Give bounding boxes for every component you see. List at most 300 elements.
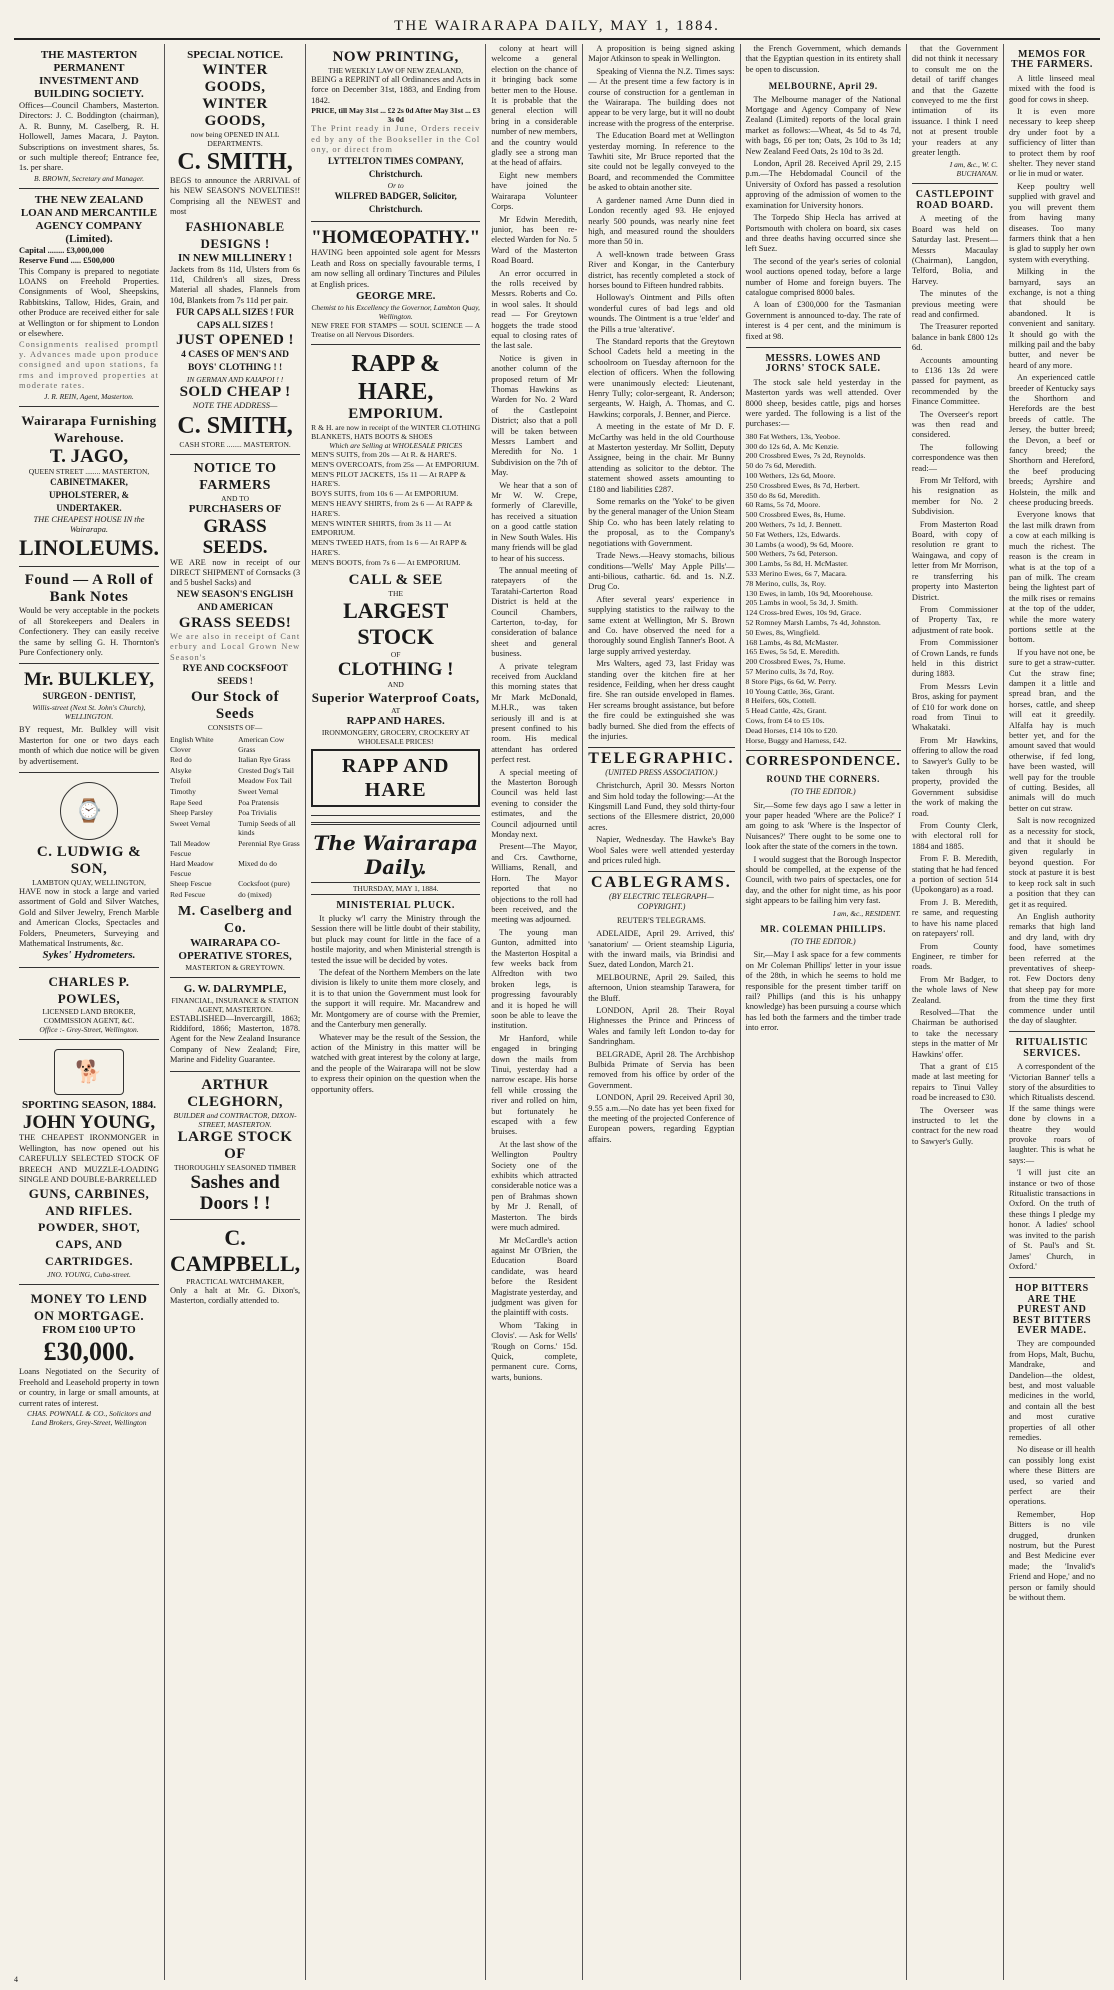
ad-headline: LINOLEUMS. [19,535,159,561]
seed-list [170,735,300,900]
cablegrams-subheading: (BY ELECTRIC TELEGRAPH—COPYRIGHT.) [608,891,714,912]
report-paragraph: Resolved—That the Chairman be authorised to take the necessary steps in the matter of Mr Hawkins' offer. [911,1007,998,1059]
ad-title: C. CAMPBELL, [169,1224,301,1276]
seed-item: Mixed do do [238,859,277,869]
ad-body: This Company is prepared to negotiate LOANS on Freehold Properties. Consignments of Wool, Sheepskins, Rabbitskins, Tallow, Hides, Grain, and other Produce are received either for sale at Wellington or for shipment to London or elsewhere. [19,266,159,339]
seed-item: Cocksfoot (pure) [238,879,290,889]
ad-subtitle: FROM £100 UP TO [42,1324,136,1337]
ad-powder: POWDER, SHOT, CAPS, AND CARTRIDGES. [38,1220,140,1269]
article-paragraph: 'I will just cite an instance or two of those Ritualistic transactions in Oxford. On the truth of these things I pledge my honor. A ladies' school was invited to the parish of St. Paul's and St. James' Church, in Oxford.' [1008,1168,1096,1271]
cablegram-item: ADELAIDE, April 29. Arrived, this' 'sanatorium' — Orient steamship Liguria, with the inward mails, via Brindisi and Suez, dated London, March 21. [588,929,735,970]
ad-subtitle: FINANCIAL, INSURANCE & STATION AGENT, MASTERTON. [171,995,299,1014]
news-paragraph: the French Government, which demands that the Egyptian question in its entirety shall be open to discussion. [745,44,901,74]
ad-rye: RYE AND COCKSFOOT SEEDS ! [182,664,288,688]
ad-guns: GUNS, CARBINES, AND RIFLES. [28,1186,150,1219]
ad-dentist [19,664,159,773]
news-paragraph: Whom 'Taking in Clovis'. — Ask for Wells' 'Rough on Corns.' 15d. Quick, complete, permanent cure. Corns, warts, bunions. [491,1320,578,1382]
stock-sale-item: 60 Rams, 5s 7d, Moore. [745,500,821,510]
news-items [588,44,734,742]
ad-money-to-lend [19,1285,159,1432]
letter-signature: I am, &c., RESIDENT. [832,908,901,918]
editorial-header [311,831,480,895]
ad-stamps: NEW FREE FOR STAMPS — SOUL SCIENCE — A Treatise on all Nervous Disorders. [311,321,481,340]
column-4 [486,44,583,1980]
telegram-item: Napier, Wednesday. The Hawke's Bay Wool Sales were well attended yesterday and prices ruled high. [588,835,735,866]
ad-financial-agent [170,978,300,1072]
stock-sale-item: 300 Lambs, 5s 8d, H. McMaster. [745,559,848,569]
seed-item: Timothy [169,787,196,797]
news-paragraph: The Education Board met at Wellington yesterday morning. In reference to the Tawhiti site, Mr Bruce reported that the site could not be legally conveyed to the Board, and recommended the Committee be asked to obtain another site. [588,131,735,193]
column-3 [306,44,486,1980]
ad-subtitle: LAMBTON QUAY, WELLINGTON, [32,878,146,887]
stock-sale-item: 380 Fat Wethers, 13s, Yeoboe. [745,431,841,441]
ad-sold-cheap: SOLD CHEAP ! [179,384,291,401]
price-item: MEN'S HEAVY SHIRTS, from 2s 6 — At RAPP & HARE'S. [311,499,473,518]
stock-sale-item: 100 Wethers, 12s 6d, Moore. [745,471,836,480]
letter-paragraph: Sir,—May I ask space for a few comments on Mr Coleman Phillips' letter in your issue of the 28th, in which he seems to hold me responsible for the present timber tariff on rail? Phillips (and this is his unhappy knowledge) has been pursuing a course which has led both the farmers and the timber trade into error. [745,950,901,1033]
news-paragraph: The Standard reports that the Greytown School Cadets held a meeting in the schoolroom on Tuesday afternoon for the election of officers. When the following were unanimously elected: Lieutenant, Henry Tully; color-sergeant, R. Anderson; sergeants, W. Haigh, A. Thomas, and C. Hawkins; corporals, J. Benner, and Pierce. [588,336,735,419]
news-paragraph: The Torpedo Ship Hecla has arrived at Portsmouth with cholera on board, six cases and three deaths having occurred since she left Suez. [745,213,901,254]
cablegrams-heading: CABLEGRAMS. [591,874,732,892]
stock-sale-item: 30 Lambs (a wood), 9s 6d, Moore. [745,539,854,549]
article-paragraph: Whatever may be the result of the Session, the action of the Ministry in this matter will be watched with great interest by the colony at large, and the people of the Wairarapa will not be slow to express their opinion on the question when the opportunity offers. [311,1032,481,1094]
gun-dog-illustration-icon: 🐕 [54,1049,124,1095]
ad-title: WINTER GOODS, WINTER GOODS, [202,62,268,129]
news-paragraph: Mrs Walters, aged 73, last Friday was standing over the kitchen fire at her residence, Feilding, when her dress caught fire. She ran outside enveloped in flames. Her screams brought assistance, but before the fire could be extinguished she was badly burned. She died from the effects of the injuries. [588,659,735,741]
cablegram-items [588,929,734,1145]
ad-subtitle: SURGEON - DENTIST, [42,691,136,702]
editorial-article [311,914,480,1095]
ritualistic-article [1009,1062,1095,1272]
ad-body: THE CHEAPEST IRONMONGER in Wellington, has now opened out his CAREFULLY SELECTED STOCK OF BREECH AND MUZZLE-LOADING SINGLE AND DOUBLE-BARRELLED [19,1133,159,1185]
price-item: BOYS SUITS, from 10s 6 — At EMPORIUM. [311,489,459,499]
news-paragraph: The young man Gunton, admitted into the Masterton Hospital a few weeks back from Alfredton with two broken legs, is progressing favourably and it is hoped he will soon be able to leave the institution. [491,927,578,1031]
ad-body: BY request, Mr. Bulkley will visit Masterton for one or two days each month of which due notice will be given by advertisement. [19,725,159,766]
ad-rapp-hare [311,345,480,816]
masthead [14,10,1100,40]
report-paragraph: From J. B. Meredith, re same, and requesting to have his name placed on ratepayers' roll. [911,897,998,939]
seed-item: American Cow Grass [238,735,285,754]
stock-sale-item: 200 Crossbred Ewes, 7s, Hume. [745,657,846,667]
road-board-report [912,214,998,1147]
telegraphic-subheading: (UNITED PRESS ASSOCIATION.) [605,767,718,777]
memo-paragraph: Keep poultry well supplied with gravel and you will prevent them from having many diseases. Too many farmers think that a hen is glad to supply her own system with everything. [1008,181,1096,264]
ad-body: HAVING been appointed sole agent for Messrs Leath and Ross on specially favourable terms, I am now selling all ordinary Tinctures and Pilules at English prices. [311,248,481,289]
news-paragraph: A loan of £300,000 for the Tasmanian Government is announced to-day. The rate of interest is 4 per cent, and the minimum is fixed at 98. [745,300,901,341]
ad-tweeds: IN GERMAN AND KAIAPOI ! ! [186,375,284,385]
news-paragraph: A well-known trade between Grass River and Kongar, in the Canterbury district, has recently completed a stock of horses bound to Fifteen hundred rabbits. [588,249,735,290]
cable-items [746,95,901,342]
seed-item: Sweet Vernal [238,787,279,797]
correspondence-heading: CORRESPONDENCE. [745,754,901,770]
ad-name: C. SMITH, [177,412,293,439]
ad-name: C. SMITH, [177,149,293,175]
stock-sale-item: 52 Romney Marsh Lambs, 7s 4d, Johnston. [745,617,881,627]
ad-new-season: NEW SEASON'S ENGLISH AND AMERICAN [176,589,294,613]
stock-sale-item: 50 do 7s 6d, Meredith. [745,461,817,471]
article-paragraph: It plucky w'l carry the Ministry through the Session there will be little doubt of their stability, but pluck may count for little in the face of a hostile majority, and when Ministerial strength is tested the issue will be decided by votes. [311,914,481,965]
ad-body: Only a halt at Mr. G. Dixon's, Masterton, cordially attended to. [169,1285,301,1306]
seed-item: Sweet Vernal [169,818,211,828]
news-paragraph: Mr Edwin Meredith, junior, has been re-elected Warden for No. 5 Ward of the Masterton Road Board. [491,214,578,266]
ad-coop: WAIRARAPA CO-OPERATIVE STORES, [178,936,292,962]
news-paragraph: Notice is given in another column of the proposed return of Mr Thomas Hawkins as Warden for No. 2 Ward of the Castlepoint District; also that a poll will be taken between Messrs Lambert and Meredith for No. 1 Subdivision on the 7th of May. [491,353,578,478]
ad-body: HAVE now in stock a large and varied assortment of Gold and Silver Watches, Gold and Silver Jewelry, French Marble and American Clocks, Spectacles and Folders, Pneumeters, Surveying and Mathematical Instruments, &c. [19,887,159,949]
stock-sale-item: 500 Wethers, 7s 6d, Peterson. [745,549,838,559]
ad-subtitle: LICENSED LAND BROKER, COMMISSION AGENT, &C. [42,1007,136,1026]
stock-sale-item: 168 Lambs, 4s 8d, McMaster. [745,637,839,647]
ad-trades: CABINETMAKER, UPHOLSTERER, & UNDERTAKER. [48,476,129,513]
seed-item: Red do [169,755,192,765]
ad-address: Willis-street (Next St. John's Church), WELLINGTON. [32,703,146,722]
report-paragraph: A meeting of the Board was held on Saturday last. Present—Messrs Macaulay (Chairman), Langdon, Telford, Bolia, and Harvey. [911,214,998,286]
ad-body: BEING a REPRINT of all Ordinances and Acts in force on December 31st, 1883, and Ending from 1842. [311,75,481,105]
report-paragraph: From Mr Hawkins, offering to allow the road to Sawyer's Gully to be taken through his property, provided the Government subsidise the work of making the road. [911,735,998,818]
stock-sale-item: Horse, Buggy and Harness, £42. [745,735,847,745]
ad-sporting [19,1040,159,1285]
stock-sale-list [746,432,901,746]
ad-homoeopathy [311,222,480,345]
ad-building-society [19,44,159,189]
news-paragraph: An error occurred in the rolls received by Messrs. Roberts and Co. in wool sales. It should read — For Greytown hoggets the trade stood equal to closing rates of the last sale. [491,268,578,351]
ad-subtitle: EMPORIUM. [348,406,444,423]
seed-item: Crested Dog's Tail [238,765,295,775]
ad-connector: THE [388,588,403,598]
stock-sale-item: 500 Crossbred Ewes, 8s, Hume. [745,510,846,520]
seed-item: Perennial Rye Grass [238,839,300,849]
ad-signature: CHAS. POWNALL & CO., Solicitors and Land Brokers, Grey-Street, Wellington [26,1409,152,1428]
news-paragraph: Eight new members have joined the Wairarapa Volunteer Corps. [491,170,578,212]
report-paragraph: From Commissioner of Crown Lands, re funds held in this district during 1883. [911,638,998,679]
news-paragraph: colony at heart will welcome a general election on the chance of it bringing back some better men to the House. It is probable that the general election will bring in a considerable number of new members, and the country would gladly see a strong man at the head of affairs. [491,44,578,168]
stock-sale-item: 200 Crossbred Ewes, 7s 2d, Reynolds. [745,451,866,461]
ad-publisher: LYTTELTON TIMES COMPANY, Christchurch. [328,156,464,180]
ad-grass-seeds-heading: GRASS SEEDS! [178,614,292,631]
cablegram-item: LONDON, April 29. Received April 30, 9.55 a.m.—No date has yet been fixed for the meeting of the projected Conference of European powers, regarding Egyptian affairs. [588,1093,735,1144]
farmers-memos-heading: MEMOS FOR THE FARMERS. [1010,49,1093,71]
ad-headline: GRASS SEEDS. [202,515,268,558]
letter-body [746,801,901,907]
stock-sale-item: 78 Merino, culls, 3s, Roy. [745,578,827,588]
ad-connector: AND TO [221,493,249,503]
ad-subtitle: now being OPENED IN ALL DEPARTMENTS. [190,130,280,148]
seed-item: Poa Pratensis [238,797,279,807]
news-paragraph: Trade News.—Heavy stomachs, bilious conditions—'Wells' May Apple Pills'—anti-bilious, cathartic. 6d. and 1s. N.Z. Drug Co. [588,551,735,592]
report-paragraph: The Overseer was instructed to let the contract for the new road to Sawyer's Gully. [911,1105,998,1146]
ad-title: NOW PRINTING, [332,49,459,65]
memo-paragraph: Salt is now recognized as a necessity for stock, and that it should be given regularly in beyond question. For stock at pasture it is best to keep rock salt in such a position that they can get it as required. [1008,816,1096,909]
masthead-title: THE WAIRARAPA DAILY, MAY 1, 1884. [394,18,720,34]
report-paragraph: The Treasurer reported balance in bank £800 12s 6d. [911,322,998,353]
cable-continued [746,44,901,75]
news-paragraph: After several years' experience in supplying statistics to the railway to the same extent at Wellington, Mr S. Brown and Co. have observed the need for a thoroughly sound English Tanner's Boot. A large supply arrived yesterday. [588,594,735,656]
seed-item: Italian Rye Grass [238,755,291,765]
seed-item: Sheep Fescue [169,879,212,889]
clothing-price-list [311,450,480,568]
article-paragraph: No disease or ill health can possibly long exist where these Bitters are used, so varied and perfect are their operations. [1008,1445,1096,1507]
report-paragraph: From F. B. Meredith, stating that he had fenced a portion of section 514 (Upokongaro) as a road. [911,854,998,895]
rapp-hare-banner [311,749,480,807]
stock-sale-item: 5 Head Cattle, 42s, Grant. [745,706,827,716]
report-paragraph: From Commissioner of Property Tax, re adjustment of rate book. [911,604,998,635]
news-paragraph: Mr Hanford, while engaged in bringing down the mails from Tinui, yesterday had a narrow escape. His horse fell while crossing the river and rolled on him, but fortunately he escaped with a few bruises. [491,1033,578,1137]
report-paragraph: That a grant of £15 made at last meeting for repairs to Tinui Valley road be increased to £30. [911,1061,998,1103]
article-title: MINISTERIAL PLUCK. [336,899,455,911]
ad-timber: THOROUGHLY SEASONED TIMBER [173,1162,297,1172]
ad-title: MONEY TO LEND ON MORTGAGE. [30,1291,148,1324]
seed-item: Meadow Fox Tail [238,776,292,786]
ad-title: THE MASTERTON PERMANENT INVESTMENT AND BUILDING SOCIETY. [34,49,144,100]
letter-to: (TO THE EDITOR.) [790,937,856,946]
ad-subtitle: PRACTICAL WATCHMAKER, [186,1276,285,1286]
stock-sale-item: 10 Young Cattle, 36s, Grant. [745,686,835,696]
news-paragraph: Some remarks on the 'Yoke' to be given by the general manager of the Union Steam Ship Co. who has been lately relating to the proposal, as to the Company's negotiations with Government. [588,497,735,548]
ad-watchmaker [170,1220,300,1312]
ad-signature: J. R. REIN, Agent, Masterton. [44,391,134,401]
stock-sale-item: 8 Store Pigs, 6s 6d, W. Perry. [745,676,837,686]
news-paragraph: A gardener named Arne Dunn died in London recently aged 93. He enjoyed nearly 500 pounds, was nearly nine feet high, and measured round the shoulders more than 50 in. [588,195,735,247]
report-paragraph: From Mr Telford, with his resignation as member for No. 2 Subdivision. [911,476,998,517]
ad-address: Office :- Grey-Street, Wellington. [39,1025,139,1035]
ad-body: WE ARE now in receipt of our DIRECT SHIPMENT of Cornsacks (3 and 5 bushel Sacks) and [169,557,301,588]
ad-title: THE NEW ZEALAND LOAN AND MERCANTILE AGENCY COMPANY (Limited). [20,193,158,245]
seed-item: Tall Meadow Fescue [169,839,211,858]
ad-consists: CONSISTS OF— [207,723,263,733]
report-paragraph: From Mr Badger, to the whole laws of New Zealand. [911,974,998,1005]
letter-paragraph: that the Government did not think it necessary to consult me on the detail of tariff changes and that the Gazette conveyed to me the first intimation of its issuance. I think I need not at present trouble your readers at any greater length. [911,44,998,158]
report-paragraph: The minutes of the previous meeting were read and confirmed. [911,289,998,319]
news-paragraph: Present—The Mayor, and Crs. Cawthorne, Williams, Renall, and Horn. The Mayor reported that no objections to the roll had been received, and the meeting was adjourned. [491,842,578,925]
watch-emblem-icon: ⌚ [60,782,118,840]
stock-sale-item: 533 Merino Ewes, 6s 7, Macara. [745,568,847,578]
seed-item: Red Fescue [169,890,206,899]
ad-title: JOHN YOUNG, [22,1112,156,1134]
ad-stock-heading: Our Stock of Seeds [190,689,280,723]
ad-amount: £30,000. [43,1337,135,1367]
ad-body: Loans Negotiated on the Security of Freehold and Leasehold property in town or country, in large or small amounts, at current rates of interest. [19,1367,159,1408]
letter-body [746,950,901,1033]
column-7 [907,44,1004,1980]
ad-designs: FASHIONABLE DESIGNS ! [185,218,285,251]
ad-loan-agency: THE NEW ZEALAND LOAN AND MERCANTILE AGENCY COMPANY (Limited). Capital ........ £3,000,000 Reserve Fund ..... £500,000 This Company is prepared to negotiate LOANS on Freehold Properties. Consignments of Wool, Sheepskins, Rabbitskins, Tallow, Hides, Grain, and other Produce are received either for sale at Wellington or for shipment to London or elsewhere. Consignments realised promptly. Advances made upon produce consigned and upon stations, farms and improved properties at moderate rates. J. R. REIN, Agent, Masterton. [19,189,159,407]
ad-largest: LARGEST STOCK [343,597,449,649]
ad-large-stock: LARGE STOCK OF [177,1128,293,1162]
news-paragraph: The annual meeting of ratepayers of the Taratahi-Carterton Road District is held at the Council Chambers, Carterton, to-day, for consideration of balance sheet and general business. [491,565,578,659]
ad-furnishing [19,407,159,568]
seed-item: Alsyke [169,765,192,775]
report-paragraph: The following correspondence was then read:— [911,442,998,473]
ad-subtitle: Chemist to his Excellency the Governor, Lambton Quay, Wellington. [311,303,480,322]
cablegram-item: LONDON, April 28. Their Royal Highnesses the Prince and Princess of Wales and family left London to-day for Sandringham. [588,1005,735,1047]
ad-price: PRICE, till May 31st ... £2 2s 0d After May 31st ... £3 3s 0d [311,106,481,125]
hop-bitters-heading: HOP BITTERS ARE THE PUREST AND BEST BITTERS EVER MADE. [1012,1283,1092,1336]
ad-body: Offices—Council Chambers, Masterton. Directors: J. C. Boddington (chairman), A. R. Bunny, M. Caselberg, R. H. Hollowell, James Macara, J. Payton. Subscriptions on investment shares, 5s. or such multiple thereof; Entrance fee, 1s. per share. [19,101,159,173]
letter-title: ROUND THE CORNERS. [766,773,880,784]
news-paragraph: Speaking of Vienna the N.Z. Times says:— At the present time a few factory is in course of construction for a gentleman in the Wairarapa. The building does not appear to be very large, but it will no doubt increase with the progress of the enterprise. [588,66,735,128]
ad-heading: SPECIAL NOTICE. [187,49,284,61]
hop-bitters-article [1009,1339,1095,1603]
article-paragraph: Remember, Hop Bitters is no vile drugged, drunken nostrum, but the Purest and Best Medicine ever made; the 'Invalid's Friend and Hope,' and no person or family should be without them. [1008,1509,1096,1603]
price-item: MEN'S BOOTS, from 7s 6 — At EMPORIUM. [311,557,461,567]
price-item: MEN'S WINTER SHIRTS, from 3s 11 — At EMPORIUM. [311,518,452,538]
ad-title: ARTHUR CLEGHORN, [187,1076,283,1110]
seed-item: English White Clover [169,735,214,754]
news-paragraph: A proposition is being signed asking Major Atkinson to speak in Wellington. [588,44,735,64]
ad-just-opened: JUST OPENED ! [176,332,295,349]
ad-reserve: Reserve Fund ..... £500,000 [19,256,115,266]
ad-subtitle: BUILDER and CONTRACTOR, DIXON-STREET, MASTERTON. [173,1110,297,1129]
stock-sale-item: Cows, from £4 to £5 10s. [745,715,825,725]
report-paragraph: From Messrs Levin Bros, asking for payment of £10 for work done on road from Tinui to Whakataki. [911,681,998,733]
column-5 [583,44,740,1980]
farmers-memos [1009,74,1095,1027]
ad-address: MASTERTON & GREYTOWN. [185,962,285,972]
price-item: MEN'S SUITS, from 20s — At R. & HARE'S. [311,450,457,460]
seed-item: Rape Seed [169,797,203,807]
ad-signature: JNO. YOUNG, Cuba-street. [47,1270,131,1280]
memo-paragraph: A little linseed meal mixed with the food is good for cows in sheep. [1008,73,1096,104]
local-news [491,44,577,1383]
stock-sale-item: 130 Ewes, in lamb, 10s 9d, Moorehouse. [745,588,873,598]
seed-item: Turnip Seeds of all kinds [238,818,296,838]
news-paragraph: The Melbourne manager of the National Mortgage and Agency Company of New Zealand (Limited) reports of the local grain market as follows:—Wheat, 4s 5d to 4s 7d, with bags, £6 per ton; Oats, 2s 10d to 3s 1d; New Zealand Feed Oats, 2s 10d to 3s 2d. [745,94,901,156]
memo-paragraph: Milking in the barnyard, says an exchange, is not a thing that should be abandoned. It is convenient and sanitary. It should go with the milking pail and the baby butter, and never be heard of any more. [1008,267,1096,370]
column-6 [741,44,907,1980]
stock-sale-item: 250 Crossbred Ewes, 8s 7d, Herbert. [745,480,860,490]
ad-sashes: Sashes and Doors ! ! [190,1171,280,1214]
news-paragraph: Holloway's Ointment and Pills often wonderful cures of bad legs and old wounds. The Ointment is a true 'elder' and the Pills a true 'alterative'. [588,293,735,334]
cablegram-item: MELBOURNE, April 29. Sailed, this afternoon, Union steamship Tarawera, for the Bluff. [588,972,735,1003]
report-paragraph: From County Engineer, re timber for roads. [911,941,998,972]
letter-paragraph: Sir,—Some few days ago I saw a letter in your paper headed 'Where are the Police?' I am going to ask 'Where is the Inspector of Nuisances?' There ought to be some one to look after the state of the corners in the town. [745,800,901,852]
ad-title: C. LUDWIG & SON, [36,844,142,877]
news-paragraph: London, April 28. Received April 29, 2.15 p.m.—The Hebdomadal Council of the University of Oxford has passed a resolution approving of the admission of women to the examination for University honors. [745,159,901,210]
seed-item: Sheep Parsley [169,808,213,818]
ad-cases: 4 CASES OF MEN'S AND BOYS' CLOTHING ! ! [181,350,289,374]
ad-body: ESTABLISHED—Invercargill, 1863; Riddiford, 1866; Masterton, 1878. Agent for the New Zealand Insurance Company of New Zealand; Fire, Marine and Fidelity Guarantee. [169,1013,301,1065]
article-paragraph: They are compounded from Hops, Malt, Buchu, Mandrake, and Dandelion—the oldest, best, and most valuable medicines in the world, and contain all the best and most curative properties of all other remedies. [1008,1339,1096,1442]
news-paragraph: Mr McCardle's action against Mr O'Brien, the Education Board candidate, was heard before the Resident Magistrate yesterday, and judgment was given for the plaintiff with costs. [491,1235,578,1318]
ad-title: Mr. BULKLEY, [23,669,155,691]
column-1 [14,44,165,1980]
ad-address: QUEEN STREET ........ MASTERTON, [28,466,150,476]
stock-sale-item: 300 do 12s 6d, A. Mc Kenzie. [745,441,839,451]
memo-paragraph: An experienced cattle breeder of Kentucky says the Shorthorn and Herefords are the best breeds of cattle. The Jersey, the butter breed; the Devon, a beef or fancy breed; the Shorthorn and Hereford, the beef producing breeds; Ayrshire and Holstein, the milk and cheese producing breeds. [1008,373,1096,508]
stock-sale-heading: MESSRS. LOWES AND JORNS' STOCK SALE. [765,352,881,375]
ad-connector: AT [391,705,401,715]
cablegram-item: BELGRADE, April 28. The Archbishop Bulbida Primate of Servia has been removed from his office by order of the Government. [588,1049,735,1090]
ad-signature: B. BROWN, Secretary and Manager. [34,173,144,183]
memo-paragraph: Everyone knows that the last milk drawn from a cow at each milking is much the richest. The reason is the cream in what is at the top of a pan of milk. The cream being the lightest part of the milk rises or remains at the top of the udder, while the more watery portions settle at the bottom. [1008,510,1096,645]
ad-at: RAPP AND HARES. [346,714,445,727]
ad-body: BEGS to announce the ARRIVAL of his NEW SEASON'S NOVELTIES!! Comprising all the NEWEST and most [169,176,301,217]
ad-bank-notes [19,567,159,664]
report-paragraph: The Overseer's report was then read and considered. [911,409,998,440]
article-paragraph: A correspondent of the 'Victorian Banner' tells a story of the absurdities to which Ritualists descend. If the same things were done by clowns in a theatre they would provoke roars of laughter. This is what he says:— [1008,1062,1096,1165]
seed-item: Poa Trivialis [238,808,277,818]
ad-title: Wairarapa Furnishing Warehouse. [21,412,157,445]
ad-millinery: IN NEW MILLINERY ! [177,251,293,264]
stock-sale-item: 50 Ewes, 8s, Wingfield. [745,627,820,637]
ad-address: CASH STORE ........ MASTERTON. [179,439,291,449]
report-paragraph: Accounts amounting to £136 13s 2d were passed for payment, as recommended by the Finance Committee. [911,355,998,407]
paper-name: The Wairarapa Daily. [313,830,478,879]
ad-jeweller [19,773,159,968]
ad-law-reprint: NOW PRINTING, THE WEEKLY LAW OF NEW ZEALAND, BEING a REPRINT of all Ordinances and Acts in force on December 31st, 1883, and Ending from 1842. PRICE, till May 31st ... £2 2s 0d After May 31st ... £3 3s 0d The Print ready in June, Orders received by any of the Bookseller in the Colony, or direct from LYTTELTON TIMES COMPANY, Christchurch. Or to WILFRED BADGER, Solicitor, Christchurch. [311,44,480,222]
ad-subtitle: PURCHASERS OF [188,502,282,515]
seed-item: do (mixed) [238,890,272,899]
ad-land-broker [19,968,159,1040]
ad-agent: WILFRED BADGER, Solicitor, Christchurch. [334,191,457,215]
ad-call: CALL & SEE [348,571,443,588]
stock-sale-item: 165 Ewes, 5s 5d, E. Meredith. [745,647,840,657]
ad-furcaps: FUR CAPS ALL SIZES ! FUR CAPS ALL SIZES ! [176,307,294,331]
ad-or: Or to [387,181,404,191]
telegraphic-heading: TELEGRAPHIC. [588,750,735,768]
stock-sale-item: Dead Horses, £14 10s to £20. [745,725,838,735]
column-8 [1004,44,1100,1980]
ad-signature: M. Caselberg and Co. [177,903,293,936]
ad-season: SPORTING SEASON, 1884. [21,1099,157,1112]
telegraphic-items [588,781,734,866]
ad-prices: Which are Selling at WHOLESALE PRICES [329,441,463,451]
telegram-item: Christchurch, April 30. Messrs Norton and Sim hold today the following:—At the Kingsmill Land Fund, they sold thirty-four sections of the Ellesmere district, 20,000 acres. [588,781,735,832]
report-paragraph: From County Clerk, with electoral roll for 1884 and 1885. [911,821,998,851]
news-paragraph: A meeting in the estate of Mr D. F. McCarthy was held in the old Courthouse at Masterton yesterday. Mr Sollitt, Deputy Assignee, being in the chair. Mr Bunny attending as solicitor to the debtor. The statement showed assets amounting to £180 and liabilities £287. [588,422,735,494]
stock-sale-intro: The stock sale held yesterday in the Masterton yards was well attended. Over 8000 sheep, besides cattle, pigs and horses were yarded. The following is a list of the purchases:— [745,377,901,429]
ad-coats: Superior Waterproof Coats, [311,689,480,705]
ad-jackets: Jackets from 8s 11d, Ulsters from 6s 11d, Children's all sizes, Dress Material all shades, Flannels from 10d, Blankets from 7s 11d per pair. [169,264,301,305]
ad-builder [170,1072,300,1220]
news-paragraph: At the last show of the Wellington Poultry Society one of the exhibits which attracted considerable notice was a pen of Brahmas shown by Mr J. Renall, of Masterton. The birds were much admired. [491,1139,578,1233]
ad-title: CHARLES P. POWLES, [48,974,130,1007]
news-paragraph: A private telegram received from Auckland this morning states that Mr Mark McDonald, M.H.R., was taken seriously ill and is at present confined to his room. His medical attendant has ordered perfect rest. [491,661,578,765]
stock-sale-item: 57 Merino culls, 3s 7d, Roy. [745,666,834,676]
stock-sale-item: 124 Cross-bred Ewes, 10s 9d, Grace. [745,608,862,618]
price-item: MEN'S PILOT JACKETS, 15s 11 — At RAPP & HARE'S. [311,469,466,489]
footer-page-number: 4 [14,1975,18,1984]
letter-continued [912,44,998,158]
seed-item: Hard Meadow Fescue [169,859,214,878]
stock-sale-item: 8 Heifers, 60s, Cottell. [745,696,817,706]
memo-paragraph: It is even more necessary to keep sheep dry under foot by a sufficiency of litter than to protect them by roof shelter. They never stand or lie in mud or water. [1008,107,1096,179]
ad-name: GEORGE MRE. [355,290,436,303]
ad-winter-goods [170,44,300,455]
letter-title: MR. COLEMAN PHILLIPS. [760,923,887,934]
news-paragraph: A special meeting of the Masterton Borough Council was held last evening to consider the estimates, and the Council adjourned until Monday next. [491,767,578,840]
stock-sale-item: 50 Fat Wethers, 12s, Edwards. [745,529,841,539]
ad-title: "HOMŒOPATHY." [311,227,481,249]
dateline: MELBOURNE, April 29. [768,81,878,92]
cablegrams-agency: REUTER'S TELEGRAMS. [616,915,706,925]
price-item: MEN'S TWEED HATS, from 1s 6 — At RAPP & HARE'S. [311,538,467,558]
ad-body: Would be very acceptable in the pockets of all Storekeepers and Dealers in Confectionery. They can easily receive the same by selling G. H. Thornton's Pure Confectionery only. [19,606,159,657]
ad-connector: OF [390,649,401,659]
ad-clothing: CLOTHING ! [337,658,454,680]
ad-title: Found — A Roll of Bank Notes [24,572,154,606]
ritualistic-heading: RITUALISTIC SERVICES. [1015,1037,1089,1059]
ad-capital: Capital ........ £3,000,000 [19,245,105,255]
ad-connector: AND [387,679,404,689]
ad-name: T. JAGO, [49,445,129,467]
letter-to: (TO THE EDITOR.) [790,787,856,797]
ad-title: NOTICE TO FARMERS [193,460,277,493]
report-paragraph: From Masterton Road Board, with copy of resolution re grant to Waingawa, and copy of letter from Mr Morrison, re transferring his property into Masterton District. [911,519,998,602]
ad-tagline: THE CHEAPEST HOUSE IN the Wairarapa. [33,514,145,534]
column-2 [165,44,306,1980]
stock-sale-item: 350 do 8s 6d, Meredith. [745,490,821,500]
ad-note: NOTE THE ADDRESS— [192,401,278,411]
